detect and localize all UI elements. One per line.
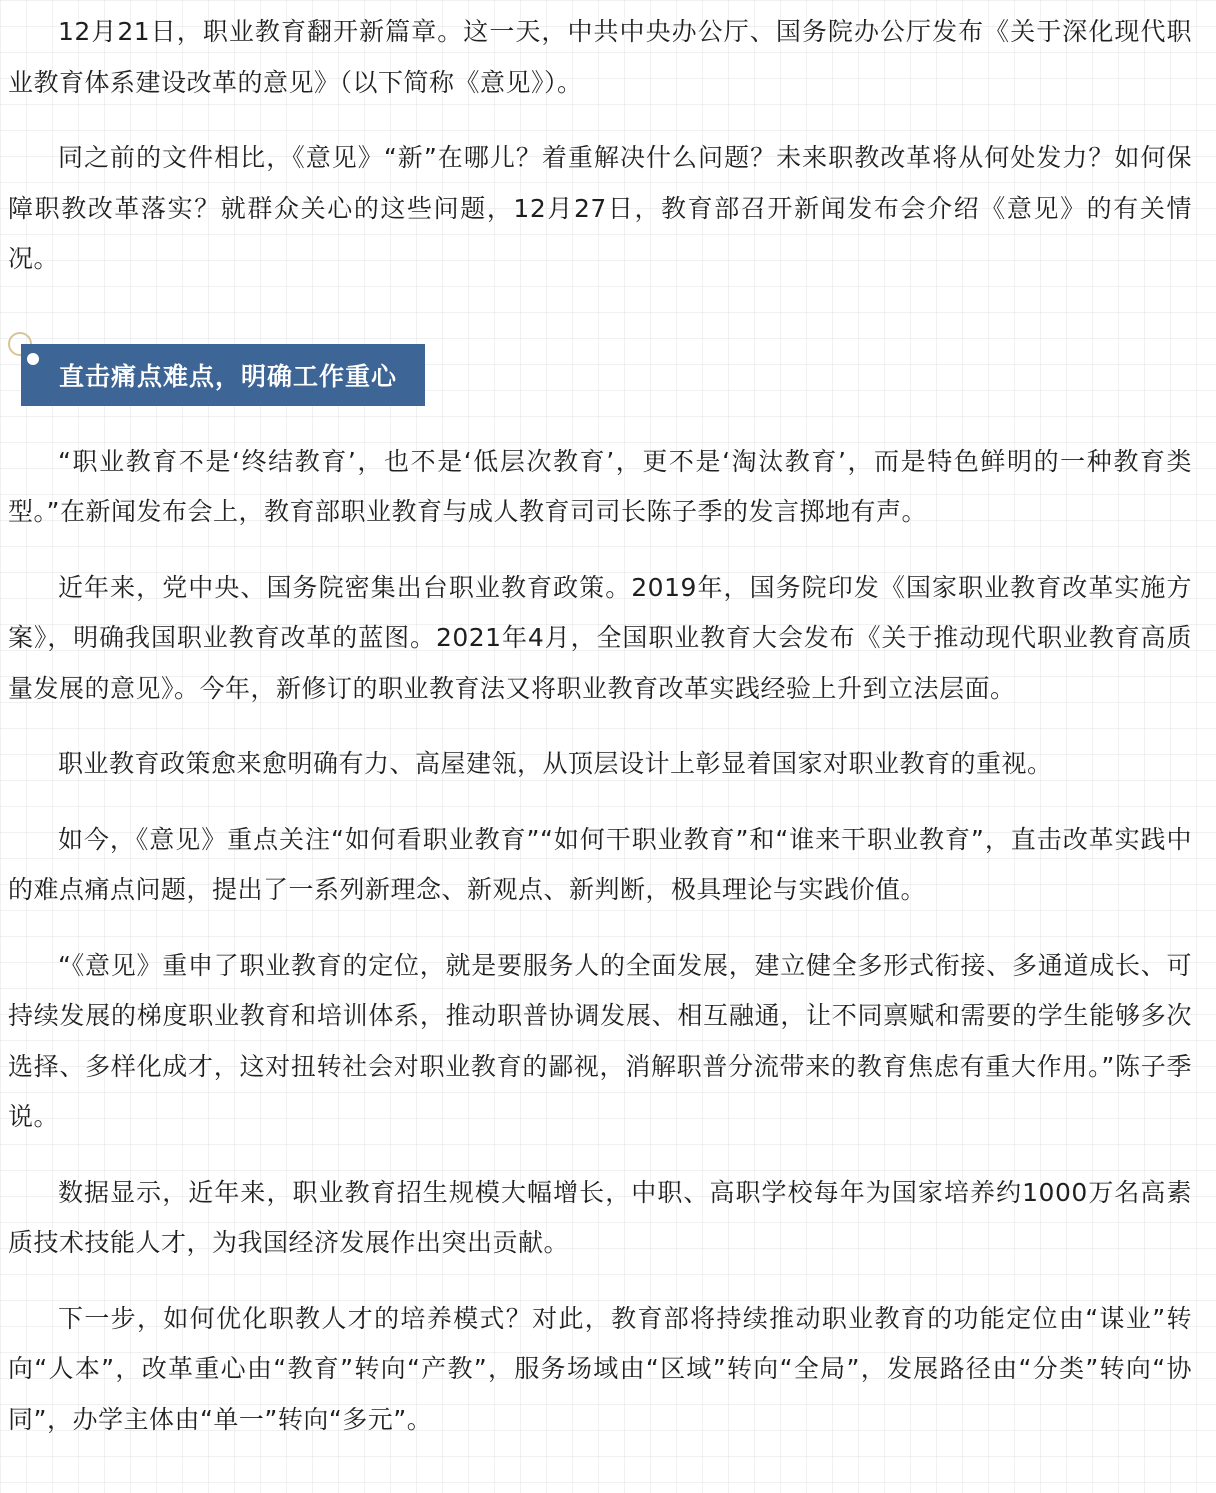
paragraph-intro-2: 同之前的文件相比，《意见》“新”在哪儿？着重解决什么问题？未来职教改革将从何处发力？如何保障职教改革落实？就群众关心的这些问题，12月27日，教育部召开新闻发布会介绍《意见》的有关情况。: [8, 143, 1192, 273]
paragraph-body-5: “《意见》重申了职业教育的定位，就是要服务人的全面发展，建立健全多形式衔接、多通道成长、可持续发展的梯度职业教育和培训体系，推动职普协调发展、相互融通，让不同禀赋和需要的学生能够多次选择、多样化成才，这对扭转社会对职业教育的鄙视，消解职普分流带来的教育焦虑有重大作用。”陈子季说。: [8, 950, 1192, 1131]
paragraph-body-6: 数据显示，近年来，职业教育招生规模大幅增长，中职、高职学校每年为国家培养约1000万名高素质技术技能人才，为我国经济发展作出突出贡献。: [8, 1177, 1192, 1257]
paragraph-body-4: 如今，《意见》重点关注“如何看职业教育”“如何干职业教育”和“谁来干职业教育”，直击改革实践中的难点痛点问题，提出了一系列新理念、新观点、新判断，极具理论与实践价值。: [8, 824, 1192, 904]
paragraph-body-1: “职业教育不是‘终结教育’，也不是‘低层次教育’，更不是‘淘汰教育’，而是特色鲜明的一种教育类型。”在新闻发布会上，教育部职业教育与成人教育司司长陈子季的发言掷地有声。: [8, 446, 1192, 526]
section-header: [8, 332, 1192, 394]
section-title: 直击痛点难点，明确工作重心: [59, 361, 398, 391]
paragraph-body-3: 职业教育政策愈来愈明确有力、高屋建瓴，从顶层设计上彰显着国家对职业教育的重视。: [58, 749, 1053, 778]
dot-icon: [27, 353, 39, 365]
article: [0, 7, 1208, 1445]
section-title-bar: [21, 344, 425, 406]
paragraph-intro-1: 12月21日，职业教育翻开新篇章。这一天，中共中央办公厅、国务院办公厅发布《关于深化现代职业教育体系建设改革的意见》（以下简称《意见》）。: [8, 17, 1192, 97]
paragraph-body-7: 下一步，如何优化职教人才的培养模式？对此，教育部将持续推动职业教育的功能定位由“谋业”转向“人本”，改革重心由“教育”转向“产教”，服务场域由“区域”转向“全局”，发展路径由“分类”转向“协同”，办学主体由“单一”转向“多元”。: [8, 1303, 1192, 1434]
paragraph-body-2: 近年来，党中央、国务院密集出台职业教育政策。2019年，国务院印发《国家职业教育改革实施方案》，明确我国职业教育改革的蓝图。2021年4月，全国职业教育大会发布《关于推动现代职业教育高质量发展的意见》。今年，新修订的职业教育法又将职业教育改革实践经验上升到立法层面。: [8, 572, 1192, 703]
